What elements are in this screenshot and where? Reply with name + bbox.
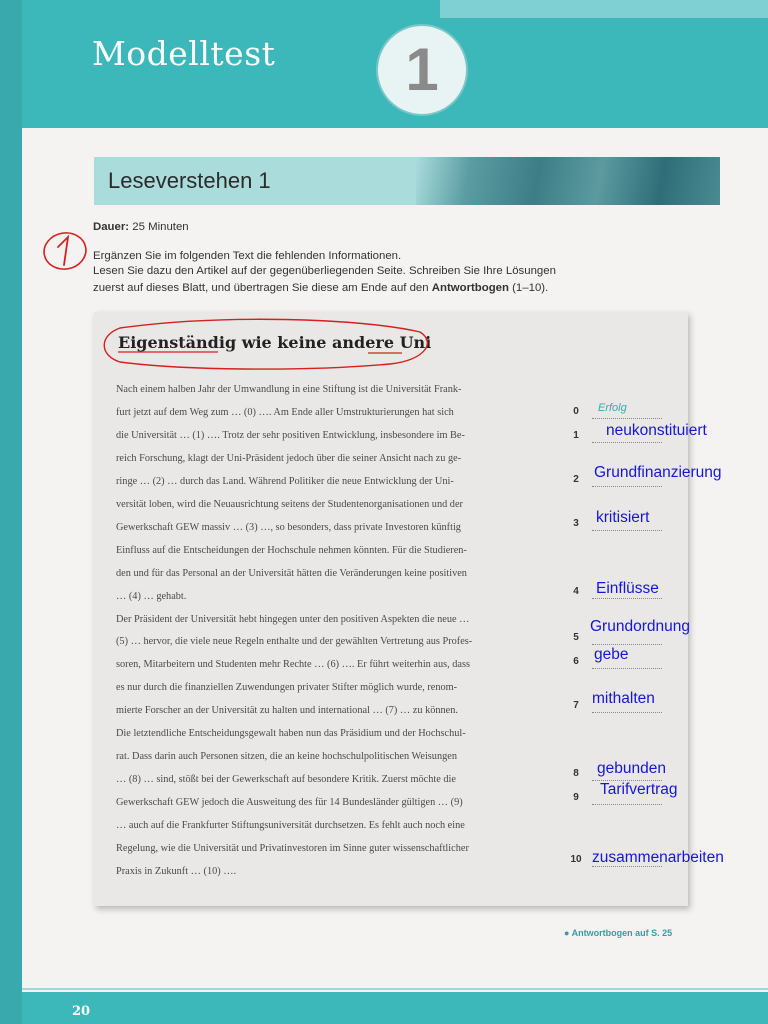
article-line: die Universität … (1) …. Trotz der sehr positiven Entwicklung, insbesondere im Be- (116, 429, 465, 441)
duration (93, 221, 189, 233)
article-title-text: Eigenständig wie keine andere Uni (118, 333, 432, 352)
handwritten-answer: Erfolg (598, 402, 627, 414)
answer-dotted-line (592, 485, 662, 487)
article-line: reich Forschung, klagt der Uni-Präsident jedoch über die seiner Ansicht nach zu ge- (116, 452, 462, 464)
article-line: … (8) … sind, stößt bei der Gewerkschaft auf besondere Kritik. Zuerst möchte die (116, 774, 456, 786)
bullet-icon: ● (564, 928, 570, 938)
answer-dotted-line (592, 417, 662, 419)
article-line: rat. Dass darin auch Personen sitzen, die an keine hochschulpolitischen Weisungen (116, 751, 457, 763)
article-line: furt jetzt auf dem Weg zum … (0) …. Am Ende aller Umstrukturierungen hat sich (116, 406, 454, 418)
article-line: Gewerkschaft GEW jedoch die Ausweitung des für 14 Bundesländer gültigen … (9) (116, 797, 463, 809)
article-line: Die letztendliche Entscheidungsgewalt haben nun das Präsidium und der Hochschul- (116, 728, 466, 740)
section-title: Leseverstehen 1 (108, 168, 271, 193)
article-line: Praxis in Zukunft … (10) …. (116, 865, 237, 877)
duration-value: 25 Minuten (132, 221, 189, 233)
answer-number: 9 (573, 792, 579, 803)
instruction-text: zuerst auf dieses Blatt, und übertragen Sie diese am Ende auf den (93, 282, 429, 294)
page-number: 20 (72, 1004, 91, 1019)
page-title: Modelltest (92, 34, 276, 73)
article-line: … (4) … gehabt. (116, 590, 187, 602)
handwritten-answer: Einflüsse (596, 580, 659, 597)
footer-divider (22, 988, 768, 990)
footer-band (22, 992, 768, 1024)
answer-dotted-line (592, 441, 662, 443)
test-number: 1 (405, 36, 439, 103)
handwritten-circle-one-icon (40, 229, 88, 273)
answer-dotted-line (592, 643, 662, 645)
answer-number: 3 (573, 518, 579, 529)
handwritten-answer: Grundordnung (590, 618, 690, 635)
answer-dotted-line (592, 529, 662, 531)
article-line: den und für das Personal an der Universität hätten die Veränderungen keine positiven (116, 567, 467, 579)
antwortbogen-label: Antwortbogen (431, 282, 509, 294)
answer-number: 5 (573, 632, 579, 643)
answer-number: 2 (573, 474, 579, 485)
antwortbogen-link-text: Antwortbogen auf S. 25 (571, 928, 673, 938)
answer-dotted-line (592, 667, 662, 669)
handwritten-answer: Grundfinanzierung (594, 464, 722, 481)
handwritten-answer: kritisiert (596, 509, 650, 526)
instruction-range: (1–10). (512, 282, 549, 294)
article-line: Gewerkschaft GEW massiv … (3) …, so besonders, dass private Investoren künftig (116, 521, 461, 533)
header-accent-band (440, 0, 768, 18)
answer-number: 7 (573, 700, 579, 711)
handwritten-answer: zusammenarbeiten (592, 849, 724, 866)
answer-number: 8 (573, 768, 579, 779)
article-line: Regelung, wie die Universität und Privatinvestoren im Sinne guter wissenschaftlicher (116, 843, 469, 854)
article-line: ringe … (2) … durch das Land. Während Politiker die neue Entwicklung der Uni- (116, 475, 454, 487)
antwortbogen-link[interactable] (564, 928, 672, 938)
instruction-line: Lesen Sie dazu den Artikel auf der gegenüberliegenden Seite. Schreiben Sie Ihre Lösungen (93, 265, 556, 277)
handwritten-oval-icon (100, 318, 432, 370)
article-line: soren, Mitarbeitern und Studenten mehr Rechte … (6) …. Er führt weiterhin aus, dass (116, 659, 471, 671)
answer-number: 10 (570, 854, 582, 865)
handwritten-answer: gebunden (597, 760, 666, 777)
answer-dotted-line (592, 803, 662, 805)
section-banner-photo (416, 157, 720, 205)
article-line: mierte Forscher an der Universität zu halten und international … (7) … zu können. (116, 705, 458, 717)
article-line: Nach einem halben Jahr der Umwandlung in eine Stiftung ist die Universität Frank- (116, 384, 462, 395)
article-line: (5) … hervor, die viele neue Regeln enthalte und der gewählten Vertretung aus Profes- (116, 636, 473, 648)
answer-number: 1 (573, 430, 579, 441)
instruction-line: Ergänzen Sie im folgenden Text die fehlenden Informationen. (93, 250, 402, 262)
left-margin-band (0, 0, 22, 1024)
handwritten-answer: gebe (594, 646, 629, 663)
duration-label: Dauer: (93, 221, 130, 233)
article-line: … auch auf die Frankfurter Stiftungsuniversität durchsetzen. Es fehlt auch noch eine (116, 820, 465, 832)
answer-number: 6 (573, 656, 579, 667)
answer-dotted-line (592, 711, 662, 713)
handwritten-answer: Tarifvertrag (600, 781, 678, 798)
article-line: Einfluss auf die Entscheidungen der Hochschule nehmen könnten. Für die Studieren- (116, 544, 467, 556)
handwritten-answer: neukonstituiert (606, 422, 707, 439)
instruction-line (93, 282, 548, 294)
article-line: es nur durch die finanziellen Zuwendungen privater Stifter möglich wurde, renom- (116, 682, 458, 694)
handwritten-answer: mithalten (592, 690, 655, 707)
answer-number: 4 (573, 586, 579, 597)
article-line: Der Präsident der Universität hebt hingegen unter den positiven Aspekten die neue … (116, 613, 470, 625)
answer-number: 0 (573, 406, 579, 417)
article-line: versität loben, wird die Neuausrichtung seitens der Studentenorganisationen und der (116, 498, 463, 510)
